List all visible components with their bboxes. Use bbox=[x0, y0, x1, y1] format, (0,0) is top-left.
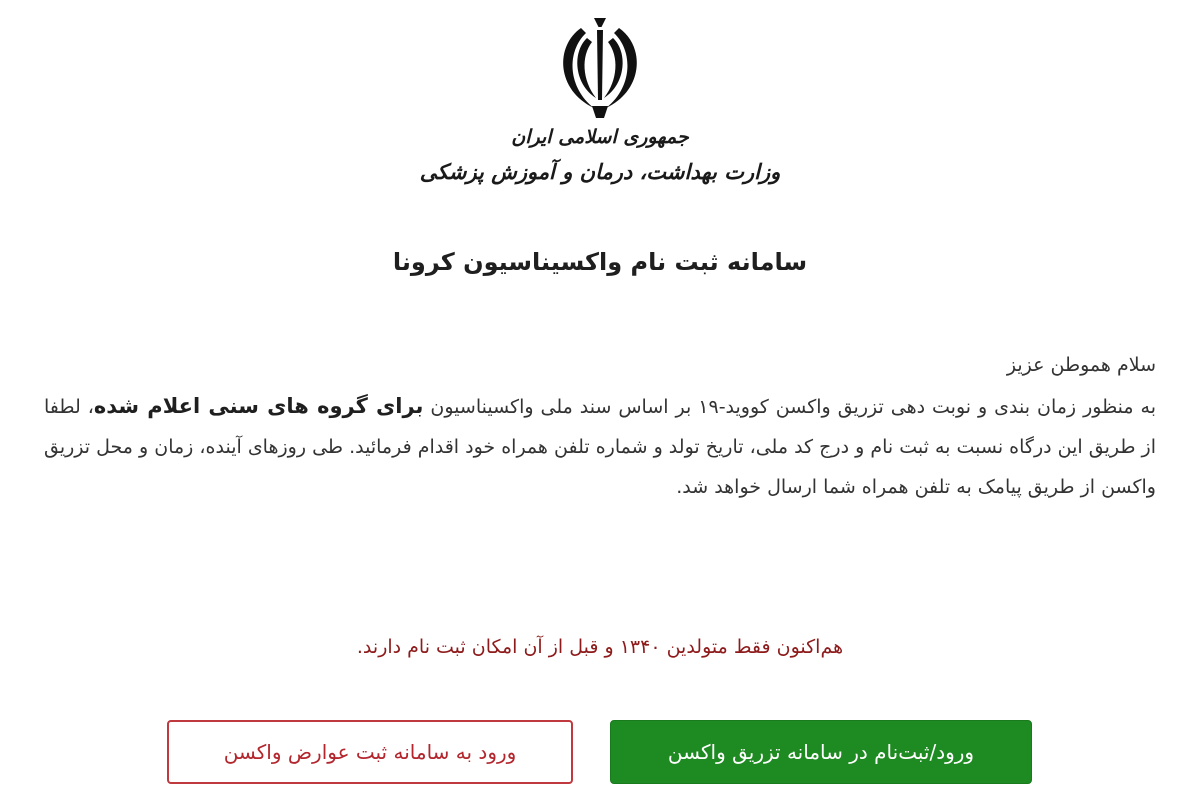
intro-content bbox=[44, 350, 1156, 507]
intro-text-part2: ، لطفا از طریق این درگاه نسبت به ثبت نام و درج کد ملی، تاریخ تولد و شماره تلفن همراه خود اقدام فرمائید. طی روزهای آینده، زمان و محل تزریق واکسن از طریق پیامک به تلفن همراه شما ارسال خواهد شد. bbox=[44, 396, 1156, 498]
side-effects-login-button[interactable] bbox=[167, 720, 573, 784]
country-name: جمهوری اسلامی ایران bbox=[511, 126, 689, 148]
register-vaccination-button[interactable] bbox=[610, 720, 1032, 784]
register-vaccination-label: ورود/ثبت‌نام در سامانه تزریق واکسن bbox=[667, 740, 975, 764]
intro-text-bold: برای گروه های سنی اعلام شده bbox=[93, 394, 424, 418]
greeting-text: سلام هموطن عزیز bbox=[1006, 354, 1156, 376]
ministry-name: وزارت بهداشت، درمان و آموزش پزشکی bbox=[419, 158, 781, 184]
iran-national-emblem-icon bbox=[554, 14, 646, 122]
header bbox=[0, 14, 1200, 184]
intro-paragraph bbox=[44, 386, 1156, 507]
intro-text-part1: به منظور زمان بندی و نوبت دهی تزریق واکسن کووید-۱۹ بر اساس سند ملی واکسیناسیون bbox=[423, 396, 1157, 418]
eligibility-notice: هم‌اکنون فقط متولدین ۱۳۴۰ و قبل از آن امکان ثبت نام دارند. bbox=[356, 636, 844, 658]
page-title: سامانه ثبت نام واکسیناسیون کرونا bbox=[392, 248, 808, 276]
side-effects-login-label: ورود به سامانه ثبت عوارض واکسن bbox=[223, 740, 517, 764]
